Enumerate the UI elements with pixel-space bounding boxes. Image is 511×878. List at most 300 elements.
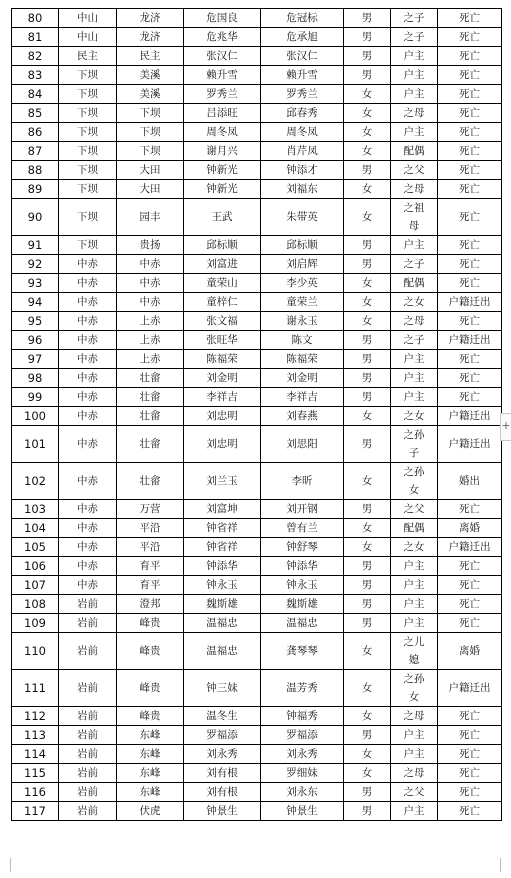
sex-cell: 男 [344, 576, 391, 595]
name-cell: 童梓仁 [184, 293, 261, 312]
sex-cell: 女 [344, 538, 391, 557]
name-cell: 张汉仁 [184, 47, 261, 66]
sex-cell: 男 [344, 802, 391, 821]
town-cell: 下坝 [59, 199, 117, 236]
heir-cell: 钟景生 [261, 802, 344, 821]
town-cell: 下坝 [59, 85, 117, 104]
sex-cell: 女 [344, 670, 391, 707]
status-cell: 离婚 [438, 519, 502, 538]
village-cell: 壮畲 [117, 426, 184, 463]
row-number: 103 [12, 500, 59, 519]
name-cell: 刘有根 [184, 764, 261, 783]
table-row [12, 255, 502, 274]
sex-cell: 男 [344, 331, 391, 350]
heir-cell: 龚琴琴 [261, 633, 344, 670]
relation-cell: 之母 [391, 312, 438, 331]
name-cell: 钟永玉 [184, 576, 261, 595]
status-cell: 户籍迁出 [438, 670, 502, 707]
village-cell: 中赤 [117, 293, 184, 312]
name-cell: 刘有根 [184, 783, 261, 802]
town-cell: 中赤 [59, 255, 117, 274]
relation-cell: 之女 [391, 293, 438, 312]
relation-cell: 之孙女 [391, 670, 438, 707]
table-row [12, 426, 502, 463]
status-cell: 户籍迁出 [438, 293, 502, 312]
status-cell: 死亡 [438, 312, 502, 331]
status-cell: 死亡 [438, 388, 502, 407]
table-row [12, 745, 502, 764]
table-row [12, 595, 502, 614]
status-cell: 死亡 [438, 369, 502, 388]
status-cell: 死亡 [438, 614, 502, 633]
heir-cell: 陈文 [261, 331, 344, 350]
relation-cell: 户主 [391, 726, 438, 745]
town-cell: 中赤 [59, 331, 117, 350]
town-cell: 中赤 [59, 274, 117, 293]
relation-cell: 之儿媳 [391, 633, 438, 670]
row-number: 93 [12, 274, 59, 293]
town-cell: 岩前 [59, 783, 117, 802]
sex-cell: 男 [344, 66, 391, 85]
table-row [12, 28, 502, 47]
town-cell: 中赤 [59, 350, 117, 369]
heir-cell: 陈福荣 [261, 350, 344, 369]
village-cell: 壮畲 [117, 463, 184, 500]
village-cell: 峰贵 [117, 614, 184, 633]
relation-cell: 之母 [391, 180, 438, 199]
status-cell: 死亡 [438, 350, 502, 369]
table-row [12, 670, 502, 707]
row-number: 92 [12, 255, 59, 274]
village-cell: 美溪 [117, 85, 184, 104]
row-number: 88 [12, 161, 59, 180]
village-cell: 上赤 [117, 350, 184, 369]
status-cell: 死亡 [438, 199, 502, 236]
row-number: 82 [12, 47, 59, 66]
crop-mark-right [500, 858, 509, 872]
sex-cell: 女 [344, 312, 391, 331]
town-cell: 中赤 [59, 576, 117, 595]
heir-cell: 张汉仁 [261, 47, 344, 66]
relation-cell: 之子 [391, 255, 438, 274]
relation-cell: 户主 [391, 557, 438, 576]
heir-cell: 刘开钢 [261, 500, 344, 519]
sex-cell: 男 [344, 426, 391, 463]
row-number: 91 [12, 236, 59, 255]
relation-cell: 之父 [391, 783, 438, 802]
row-number: 104 [12, 519, 59, 538]
heir-cell: 朱带英 [261, 199, 344, 236]
village-cell: 中赤 [117, 274, 184, 293]
table-row [12, 802, 502, 821]
table-row [12, 614, 502, 633]
table-row [12, 274, 502, 293]
sex-cell: 男 [344, 726, 391, 745]
table-row [12, 407, 502, 426]
name-cell: 钟省祥 [184, 538, 261, 557]
table-row [12, 180, 502, 199]
relation-cell: 户主 [391, 85, 438, 104]
relation-cell: 户主 [391, 66, 438, 85]
name-cell: 刘富进 [184, 255, 261, 274]
town-cell: 下坝 [59, 66, 117, 85]
relation-cell: 之女 [391, 407, 438, 426]
row-number: 96 [12, 331, 59, 350]
name-cell: 王武 [184, 199, 261, 236]
town-cell: 岩前 [59, 670, 117, 707]
document-page [11, 8, 502, 821]
status-cell: 死亡 [438, 236, 502, 255]
name-cell: 钟三妹 [184, 670, 261, 707]
relation-cell: 之母 [391, 104, 438, 123]
sex-cell: 女 [344, 85, 391, 104]
status-cell: 死亡 [438, 180, 502, 199]
heir-cell: 肖芹凤 [261, 142, 344, 161]
heir-cell: 童荣兰 [261, 293, 344, 312]
relation-cell: 户主 [391, 369, 438, 388]
heir-cell: 钟永玉 [261, 576, 344, 595]
table-row [12, 726, 502, 745]
village-cell: 龙济 [117, 9, 184, 28]
status-cell: 死亡 [438, 9, 502, 28]
table-row [12, 764, 502, 783]
table-row [12, 293, 502, 312]
status-cell: 死亡 [438, 104, 502, 123]
name-cell: 刘忠明 [184, 426, 261, 463]
heir-cell: 钟添才 [261, 161, 344, 180]
town-cell: 下坝 [59, 104, 117, 123]
status-cell: 死亡 [438, 595, 502, 614]
row-number: 114 [12, 745, 59, 764]
sex-cell: 男 [344, 500, 391, 519]
row-number: 84 [12, 85, 59, 104]
village-cell: 平沿 [117, 519, 184, 538]
heir-cell: 刘启辉 [261, 255, 344, 274]
name-cell: 陈福荣 [184, 350, 261, 369]
table-row [12, 47, 502, 66]
table-row [12, 161, 502, 180]
village-cell: 大田 [117, 161, 184, 180]
table-row [12, 783, 502, 802]
row-number: 86 [12, 123, 59, 142]
sex-cell: 男 [344, 236, 391, 255]
village-cell: 育平 [117, 576, 184, 595]
village-cell: 下坝 [117, 123, 184, 142]
relation-cell: 户主 [391, 745, 438, 764]
name-cell: 钟添华 [184, 557, 261, 576]
village-cell: 上赤 [117, 312, 184, 331]
heir-cell: 罗福添 [261, 726, 344, 745]
town-cell: 中赤 [59, 407, 117, 426]
village-cell: 中赤 [117, 255, 184, 274]
sex-cell: 男 [344, 350, 391, 369]
table-row [12, 350, 502, 369]
sex-cell: 女 [344, 274, 391, 293]
status-cell: 死亡 [438, 123, 502, 142]
row-number: 110 [12, 633, 59, 670]
village-cell: 壮畲 [117, 388, 184, 407]
sex-cell: 男 [344, 388, 391, 407]
sex-cell: 女 [344, 407, 391, 426]
name-cell: 罗福添 [184, 726, 261, 745]
row-number: 90 [12, 199, 59, 236]
row-number: 111 [12, 670, 59, 707]
row-number: 87 [12, 142, 59, 161]
sex-cell: 男 [344, 369, 391, 388]
sex-cell: 女 [344, 123, 391, 142]
heir-cell: 邱标顺 [261, 236, 344, 255]
sex-cell: 女 [344, 764, 391, 783]
status-cell: 死亡 [438, 783, 502, 802]
status-cell: 死亡 [438, 28, 502, 47]
status-cell: 户籍迁出 [438, 538, 502, 557]
name-cell: 钟省祥 [184, 519, 261, 538]
sex-cell: 男 [344, 161, 391, 180]
heir-cell: 温芳秀 [261, 670, 344, 707]
row-number: 99 [12, 388, 59, 407]
relation-cell: 户主 [391, 614, 438, 633]
table-row [12, 123, 502, 142]
village-cell: 民主 [117, 47, 184, 66]
town-cell: 岩前 [59, 802, 117, 821]
crop-mark-left [2, 858, 11, 872]
town-cell: 中赤 [59, 519, 117, 538]
name-cell: 钟景生 [184, 802, 261, 821]
heir-cell: 李祥吉 [261, 388, 344, 407]
status-cell: 死亡 [438, 557, 502, 576]
sex-cell: 男 [344, 614, 391, 633]
town-cell: 中赤 [59, 388, 117, 407]
relation-cell: 之祖母 [391, 199, 438, 236]
row-number: 117 [12, 802, 59, 821]
name-cell: 刘永秀 [184, 745, 261, 764]
relation-cell: 之孙子 [391, 426, 438, 463]
sex-cell: 男 [344, 557, 391, 576]
status-cell: 死亡 [438, 85, 502, 104]
town-cell: 岩前 [59, 614, 117, 633]
row-number: 115 [12, 764, 59, 783]
town-cell: 下坝 [59, 161, 117, 180]
name-cell: 刘富坤 [184, 500, 261, 519]
status-cell: 死亡 [438, 745, 502, 764]
village-cell: 壮畲 [117, 369, 184, 388]
village-cell: 龙济 [117, 28, 184, 47]
status-cell: 死亡 [438, 802, 502, 821]
sex-cell: 女 [344, 745, 391, 764]
town-cell: 中赤 [59, 426, 117, 463]
table-row [12, 236, 502, 255]
status-cell: 婚出 [438, 463, 502, 500]
status-cell: 死亡 [438, 764, 502, 783]
name-cell: 危兆华 [184, 28, 261, 47]
village-cell: 东峰 [117, 726, 184, 745]
village-cell: 上赤 [117, 331, 184, 350]
row-number: 109 [12, 614, 59, 633]
sex-cell: 女 [344, 142, 391, 161]
name-cell: 刘忠明 [184, 407, 261, 426]
row-number: 95 [12, 312, 59, 331]
heir-cell: 刘永秀 [261, 745, 344, 764]
name-cell: 刘金明 [184, 369, 261, 388]
relation-cell: 之子 [391, 9, 438, 28]
town-cell: 中赤 [59, 557, 117, 576]
sex-cell: 女 [344, 463, 391, 500]
relation-cell: 户主 [391, 388, 438, 407]
table-row [12, 142, 502, 161]
town-cell: 下坝 [59, 180, 117, 199]
heir-cell: 刘思阳 [261, 426, 344, 463]
name-cell: 魏斯雄 [184, 595, 261, 614]
table-row [12, 66, 502, 85]
row-number: 101 [12, 426, 59, 463]
relation-cell: 户主 [391, 236, 438, 255]
village-cell: 峰贵 [117, 670, 184, 707]
table-row [12, 463, 502, 500]
heir-cell: 邱春秀 [261, 104, 344, 123]
village-cell: 东峰 [117, 745, 184, 764]
row-number: 102 [12, 463, 59, 500]
name-cell: 危国良 [184, 9, 261, 28]
table-row [12, 199, 502, 236]
relation-cell: 户主 [391, 576, 438, 595]
town-cell: 中赤 [59, 500, 117, 519]
status-cell: 死亡 [438, 47, 502, 66]
status-cell: 死亡 [438, 66, 502, 85]
heir-cell: 罗细妹 [261, 764, 344, 783]
name-cell: 钟新光 [184, 180, 261, 199]
village-cell: 峰贵 [117, 633, 184, 670]
heir-cell: 曾有兰 [261, 519, 344, 538]
town-cell: 中赤 [59, 463, 117, 500]
row-number: 81 [12, 28, 59, 47]
name-cell: 温福忠 [184, 614, 261, 633]
status-cell: 死亡 [438, 726, 502, 745]
sex-cell: 女 [344, 519, 391, 538]
relation-cell: 之子 [391, 331, 438, 350]
name-cell: 吕添旺 [184, 104, 261, 123]
village-cell: 大田 [117, 180, 184, 199]
row-number: 108 [12, 595, 59, 614]
row-number: 106 [12, 557, 59, 576]
heir-cell: 周冬凤 [261, 123, 344, 142]
status-cell: 户籍迁出 [438, 426, 502, 463]
name-cell: 张文福 [184, 312, 261, 331]
status-cell: 死亡 [438, 576, 502, 595]
sex-cell: 女 [344, 180, 391, 199]
relation-cell: 户主 [391, 595, 438, 614]
row-number: 107 [12, 576, 59, 595]
table-row [12, 519, 502, 538]
sex-cell: 男 [344, 9, 391, 28]
sex-cell: 男 [344, 783, 391, 802]
table-row [12, 576, 502, 595]
heir-cell: 钟添华 [261, 557, 344, 576]
row-number: 100 [12, 407, 59, 426]
heir-cell: 刘金明 [261, 369, 344, 388]
status-cell: 死亡 [438, 255, 502, 274]
relation-cell: 配偶 [391, 274, 438, 293]
heir-cell: 钟舒琴 [261, 538, 344, 557]
village-cell: 贵扬 [117, 236, 184, 255]
status-cell: 死亡 [438, 161, 502, 180]
town-cell: 岩前 [59, 595, 117, 614]
table-row [12, 331, 502, 350]
relation-cell: 之子 [391, 28, 438, 47]
table-row [12, 557, 502, 576]
table-row [12, 9, 502, 28]
town-cell: 中赤 [59, 293, 117, 312]
sex-cell: 女 [344, 633, 391, 670]
relation-cell: 户主 [391, 47, 438, 66]
status-cell: 死亡 [438, 274, 502, 293]
name-cell: 刘兰玉 [184, 463, 261, 500]
relation-cell: 之母 [391, 707, 438, 726]
status-cell: 离婚 [438, 633, 502, 670]
village-cell: 美溪 [117, 66, 184, 85]
relation-cell: 之孙女 [391, 463, 438, 500]
row-number: 105 [12, 538, 59, 557]
village-cell: 下坝 [117, 142, 184, 161]
village-cell: 澄邦 [117, 595, 184, 614]
row-number: 83 [12, 66, 59, 85]
row-number: 116 [12, 783, 59, 802]
sex-cell: 女 [344, 199, 391, 236]
name-cell: 谢月兴 [184, 142, 261, 161]
row-number: 94 [12, 293, 59, 312]
relation-cell: 之父 [391, 500, 438, 519]
page-edge-marker: + [500, 413, 511, 441]
sex-cell: 男 [344, 28, 391, 47]
relation-cell: 之父 [391, 161, 438, 180]
name-cell: 温冬生 [184, 707, 261, 726]
sex-cell: 男 [344, 595, 391, 614]
heir-cell: 危冠标 [261, 9, 344, 28]
heir-cell: 刘永东 [261, 783, 344, 802]
village-cell: 东峰 [117, 764, 184, 783]
town-cell: 下坝 [59, 123, 117, 142]
name-cell: 温福忠 [184, 633, 261, 670]
table-row [12, 707, 502, 726]
row-number: 80 [12, 9, 59, 28]
table-row [12, 85, 502, 104]
status-cell: 死亡 [438, 500, 502, 519]
name-cell: 罗秀兰 [184, 85, 261, 104]
village-cell: 园丰 [117, 199, 184, 236]
heir-cell: 危承旭 [261, 28, 344, 47]
sex-cell: 男 [344, 255, 391, 274]
village-cell: 壮畲 [117, 407, 184, 426]
relation-cell: 户主 [391, 350, 438, 369]
heir-cell: 温福忠 [261, 614, 344, 633]
town-cell: 中山 [59, 28, 117, 47]
sex-cell: 女 [344, 293, 391, 312]
name-cell: 李祥吉 [184, 388, 261, 407]
village-cell: 万营 [117, 500, 184, 519]
heir-cell: 李少英 [261, 274, 344, 293]
heir-cell: 刘春燕 [261, 407, 344, 426]
status-cell: 死亡 [438, 707, 502, 726]
village-cell: 东峰 [117, 783, 184, 802]
town-cell: 岩前 [59, 726, 117, 745]
village-cell: 下坝 [117, 104, 184, 123]
heir-cell: 谢永玉 [261, 312, 344, 331]
heir-cell: 魏斯雄 [261, 595, 344, 614]
town-cell: 中赤 [59, 369, 117, 388]
town-cell: 下坝 [59, 142, 117, 161]
sex-cell: 男 [344, 47, 391, 66]
row-number: 89 [12, 180, 59, 199]
name-cell: 童荣山 [184, 274, 261, 293]
